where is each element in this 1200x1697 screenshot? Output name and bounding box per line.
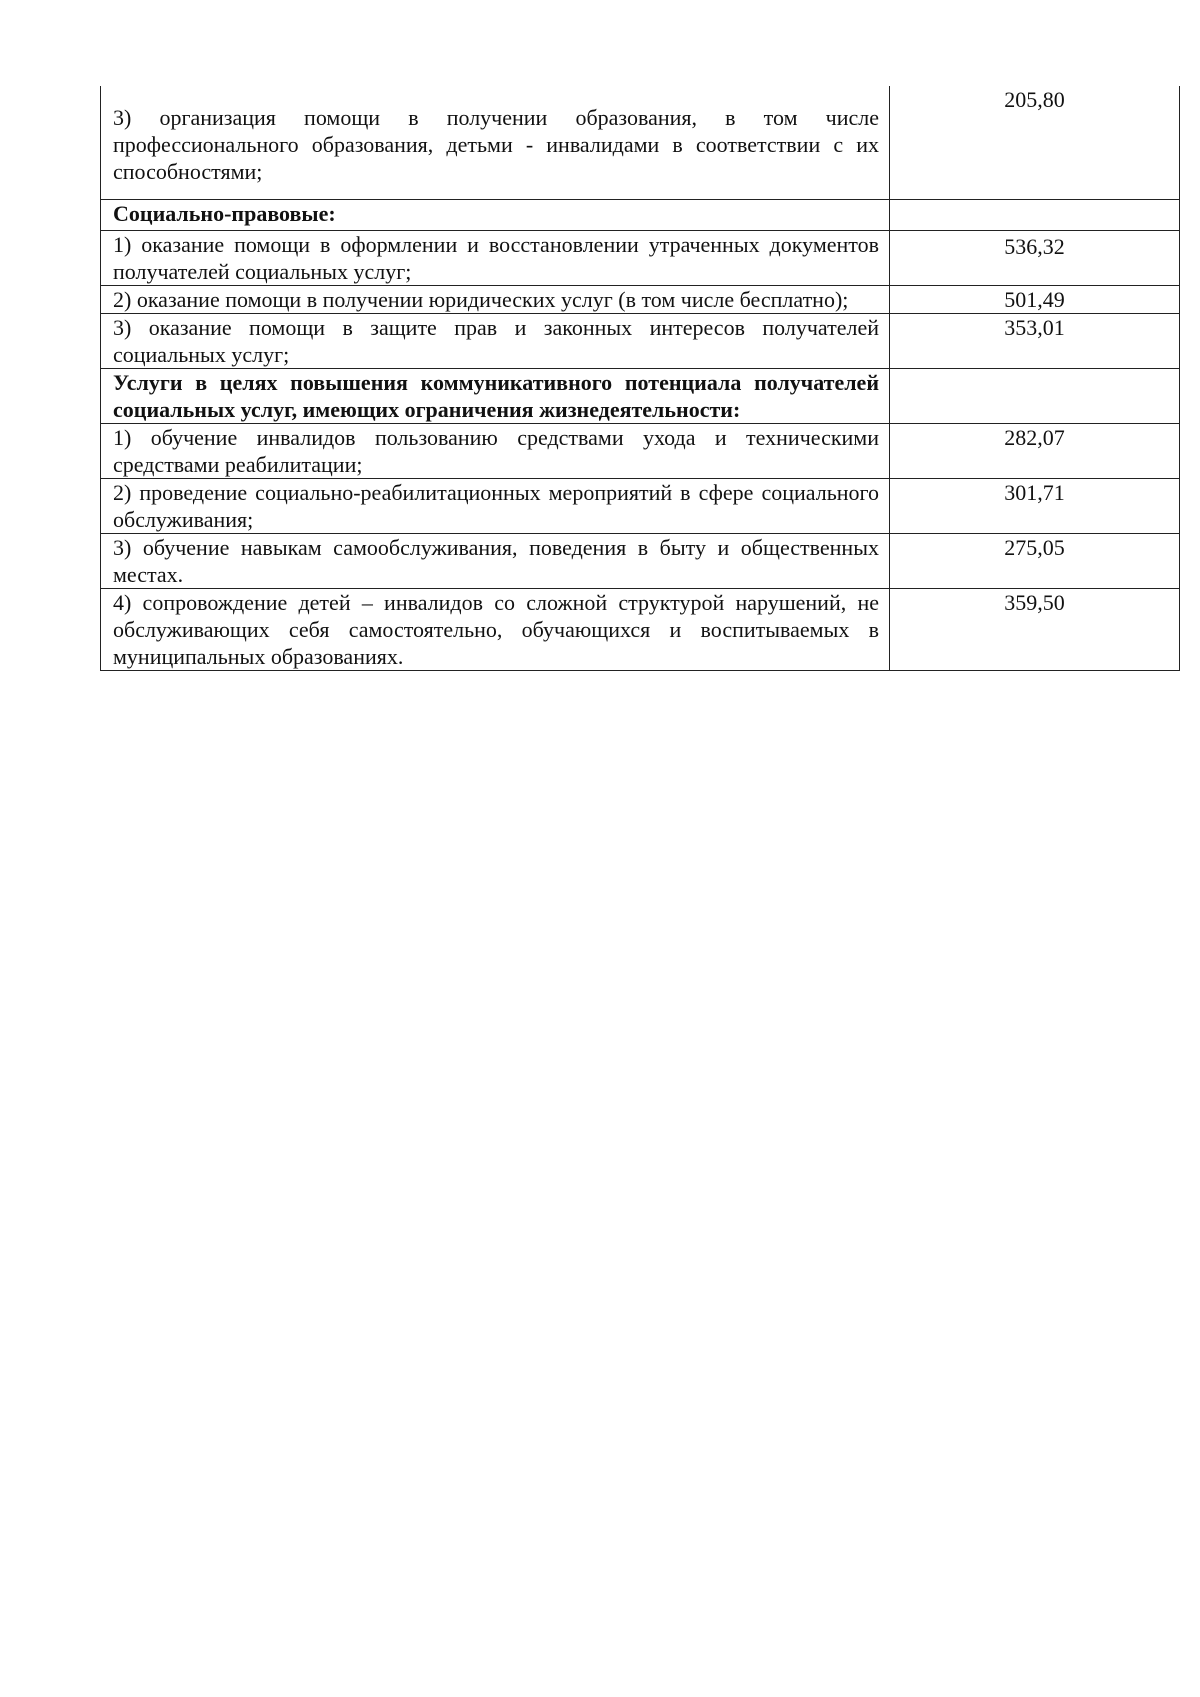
service-price: 275,05 bbox=[890, 534, 1180, 589]
table-row bbox=[101, 479, 1180, 534]
service-description: 3) обучение навыкам самообслуживания, поведения в быту и общественных местах. bbox=[101, 534, 890, 589]
service-price: 536,32 bbox=[890, 231, 1180, 286]
service-description: 2) проведение социально-реабилитационных мероприятий в сфере социального обслуживания; bbox=[101, 479, 890, 534]
service-price: 282,07 bbox=[890, 424, 1180, 479]
table-row bbox=[101, 86, 1180, 200]
service-price: 501,49 bbox=[890, 286, 1180, 314]
service-price: 301,71 bbox=[890, 479, 1180, 534]
table-row bbox=[101, 534, 1180, 589]
service-price: 359,50 bbox=[890, 589, 1180, 671]
service-description: 2) оказание помощи в получении юридических услуг (в том числе бесплатно); bbox=[101, 286, 890, 314]
service-description: 3) организация помощи в получении образования, в том числе профессионального образования, детьми - инвалидами в соответствии с их способностями; bbox=[101, 86, 890, 200]
tariff-table bbox=[100, 86, 1180, 671]
service-price: 353,01 bbox=[890, 314, 1180, 369]
service-description: 3) оказание помощи в защите прав и законных интересов получателей социальных услуг; bbox=[101, 314, 890, 369]
empty-price-cell bbox=[890, 200, 1180, 231]
table-row bbox=[101, 424, 1180, 479]
service-description: 1) обучение инвалидов пользованию средствами ухода и техническими средствами реабилитации; bbox=[101, 424, 890, 479]
section-title: Социально-правовые: bbox=[101, 200, 890, 231]
service-description: 1) оказание помощи в оформлении и восстановлении утраченных документов получателей социальных услуг; bbox=[101, 231, 890, 286]
empty-price-cell bbox=[890, 369, 1180, 424]
table-row bbox=[101, 314, 1180, 369]
section-header-row bbox=[101, 369, 1180, 424]
table-row bbox=[101, 589, 1180, 671]
section-title: Услуги в целях повышения коммуникативного потенциала получателей социальных услуг, имеющих ограничения жизнедеятельности: bbox=[101, 369, 890, 424]
section-header-row bbox=[101, 200, 1180, 231]
table-row bbox=[101, 286, 1180, 314]
service-description: 4) сопровождение детей – инвалидов со сложной структурой нарушений, не обслуживающих себя самостоятельно, обучающихся и воспитываемых в муниципальных образованиях. bbox=[101, 589, 890, 671]
table-row bbox=[101, 231, 1180, 286]
service-price: 205,80 bbox=[890, 86, 1180, 200]
